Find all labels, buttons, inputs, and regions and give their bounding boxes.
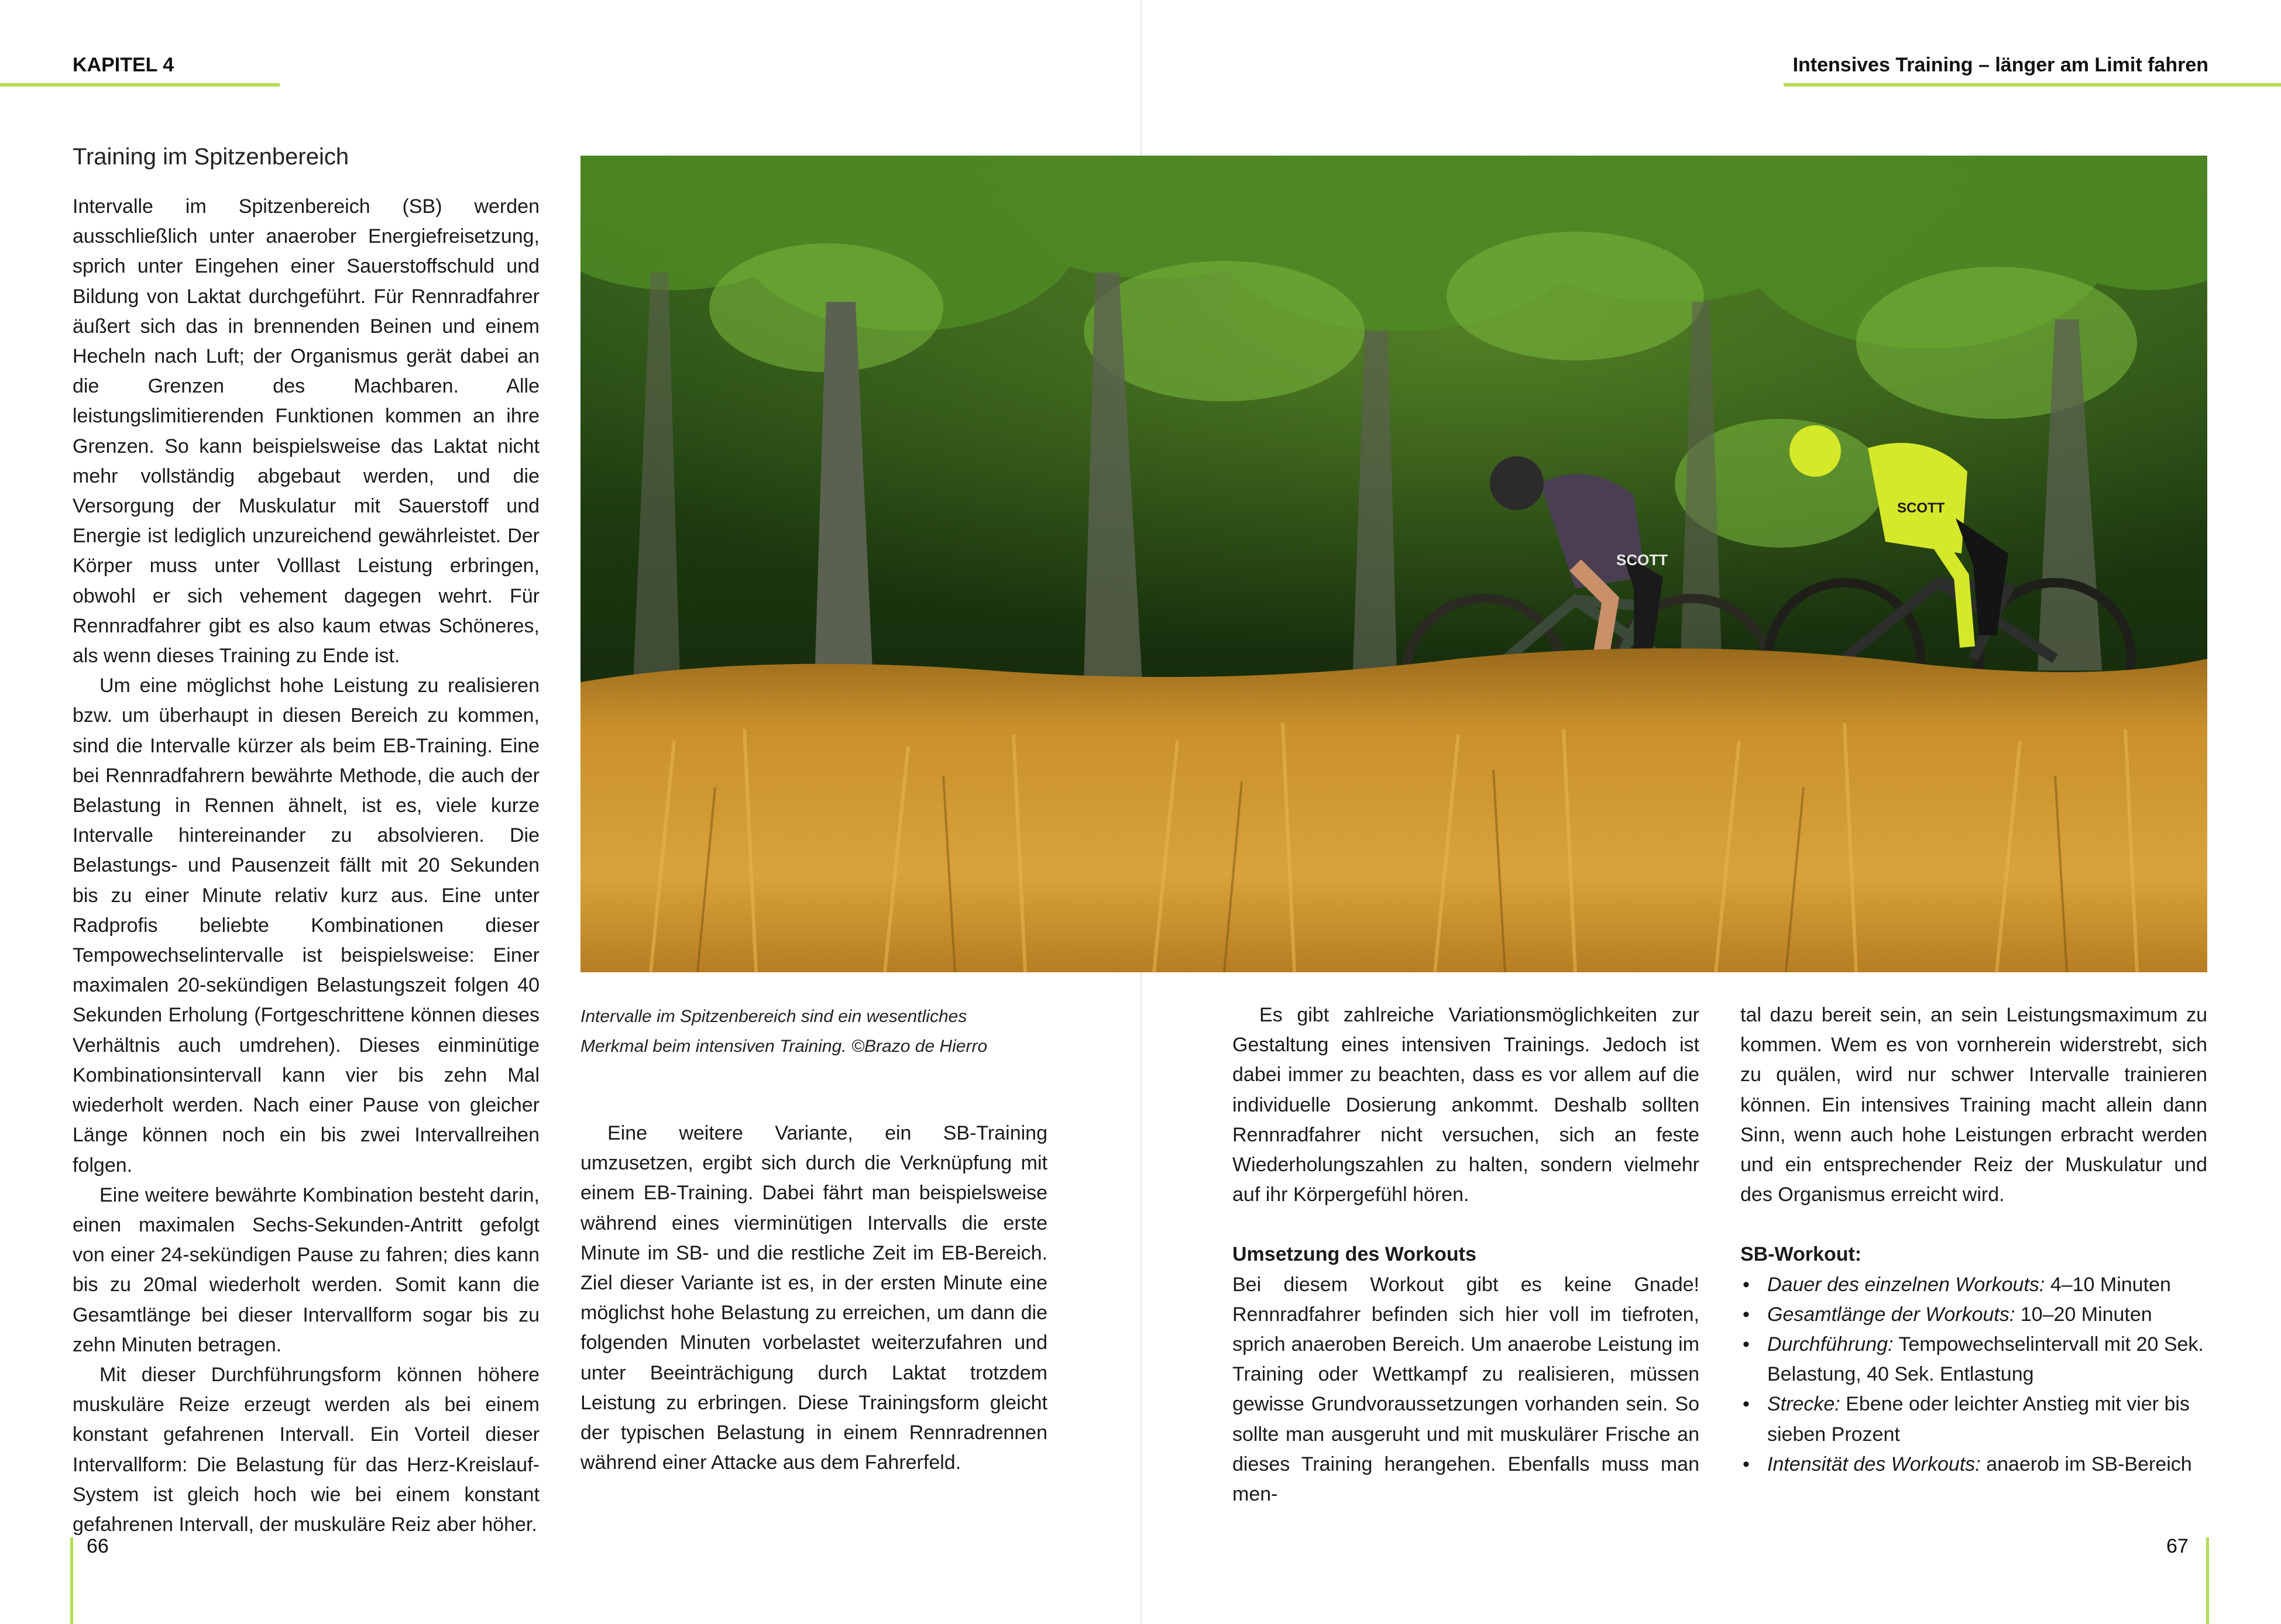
paragraph: tal dazu bereit sein, an sein Leistungsmaximum zu kommen. Wem es von vornherein widerstrebt, sich zu quälen, wird nur schwer Intervalle trainieren können. Ein intensives Training macht allein dann Sinn, wenn auch hohe Leistungen erbracht werden und ein entsprechender Reiz der Muskulatur und des Organismus erreicht wird. [1740,1004,2207,1206]
header-rule-right [1784,83,2281,87]
text-column-3 [1232,1000,1699,1509]
list-item [1740,1389,2207,1449]
spacer [1740,1210,2207,1240]
spacer [1232,1210,1699,1240]
jersey-logo: SCOTT [1897,500,1945,516]
paragraph: Eine weitere Variante, ein SB-Training umzusetzen, ergibt sich durch die Verknüpfung mit einem EB-Training. Dabei fährt man beispielsweise während eines vierminütigen Intervalls die erste Minute im SB- und die restliche Zeit im EB-Bereich. Ziel dieser Variante ist es, in der ersten Minute eine möglichst hohe Belastung zu erreichen, um dann die folgenden Minuten vorbelastet weiterzufahren und unter Beeinträchigung durch Laktat trotzdem Leistung zu erbringen. Diese Trainingsform gleicht der typischen Belastung in einem Rennradrennen während einer Attacke aus dem Fahrerfeld. [580,1122,1047,1474]
footer-rule-left [70,1537,73,1624]
list-item-value: 10–20 Minuten [2020,1303,2152,1326]
paragraph: Bei diesem Workout gibt es keine Gnade! Rennradfahrer befinden sich hier voll im tiefroten, sprich anaeroben Bereich. Um anaerobe Leistung im Training oder Wettkampf zu realisieren, müssen gewisse Grundvoraussetzungen vorhanden sein. So sollte man ausgeruht und mit muskulärer Frische an dieses Training herangehen. Ebenfalls muss man men- [1232,1273,1699,1506]
list-item [1740,1330,2207,1389]
paragraph: Mit dieser Durchführungsform können höhere muskuläre Reize erzeugt werden als bei einem konstant gefahrenen Intervall. Ein Vorteil dieser Intervallform: Die Belastung für das Herz-Kreislauf-System ist gleich hoch wie bei einem konstant gefahrenen Intervall, der muskuläre Reiz aber höher. [73,1363,540,1536]
subheading: SB-Workout: [1740,1243,1862,1266]
list-item-value: Ebene oder leichter Anstieg mit vier bis sieben Prozent [1767,1393,2190,1446]
list-item [1740,1270,2207,1300]
list-item-label: Strecke: [1767,1393,1840,1416]
workout-list [1740,1270,2207,1480]
subheading: Umsetzung des Workouts [1232,1243,1476,1266]
list-item-value: Tempowechselintervall mit 20 Sek. Belastung, 40 Sek. Entlastung [1767,1333,2204,1386]
photo-caption: Intervalle im Spitzenbereich sind ein wesentliches Merkmal beim intensiven Training. ©Brazo de Hierro [580,1007,988,1056]
paragraph: Es gibt zahlreiche Variationsmöglichkeiten zur Gestaltung eines intensiven Trainings. Jedoch ist dabei immer zu beachten, dass es vor allem auf die individuelle Dosierung ankommt. Deshalb sollten Rennradfahrer nicht versuchen, sich an feste Wiederholungszahlen zu halten, sondern vielmehr auf ihr Körpergefühl hören. [1232,1004,1699,1206]
header-rule-left [0,83,280,87]
page-number-right: 67 [2166,1535,2189,1557]
paragraph: Eine weitere bewährte Kombination besteht darin, einen maximalen Sechs-Sekunden-Antritt gefolgt von einer 24-sekündigen Pause zu fahren; dies kann bis zu 20mal wiederholt werden. Somit kann die Gesamtlänge bei dieser Intervallform sogar bis zu zehn Minuten betragen. [73,1183,540,1356]
footer-rule-right [2206,1537,2209,1624]
page-number-left: 66 [87,1535,109,1557]
section-title: Training im Spitzenbereich [73,144,349,170]
text-column-4 [1740,1000,2207,1480]
list-item-value: anaerob im SB-Bereich [1986,1453,2192,1475]
list-item [1740,1300,2207,1330]
list-item-value: 4–10 Minuten [2050,1273,2171,1296]
cyclists-photo [580,156,2207,972]
paragraph: Um eine möglichst hohe Leistung zu realisieren bzw. um überhaupt in diesen Bereich zu kommen, sind die Intervalle kürzer als beim EB-Training. Eine bei Rennradfahrern bewährte Methode, die auch der Belastung in Rennen ähnelt, ist es, viele kurze Intervalle hintereinander zu absolvieren. Die Belastungs- und Pausenzeit fällt mit 20 Sekunden bis zu einer Minute relativ kurz aus. Eine unter Radprofis beliebte Kombinationen dieser Tempowechselintervalle ist beispielsweise: Einer maximalen 20-sekündigen Belastungszeit folgen 40 Sekunden Erholung (Fortgeschrittene können dieses Verhältnis auch umdrehen). Dieses einminütige Kombinationsintervall kann vier bis zehn Mal wiederholt werden. Nach einer Pause von gleicher Länge können noch ein bis zwei Intervallreihen folgen. [73,675,540,1176]
text-column-1 [73,192,540,1540]
paragraph: Intervalle im Spitzenbereich (SB) werden ausschließlich unter anaerober Energiefreisetzung, sprich unter Eingehen einer Sauerstoffschuld und Bildung von Laktat durchgeführt. Für Rennradfahrer äußert sich das in brennenden Beinen und einem Hecheln nach Luft; der Organismus gerät dabei an die Grenzen des Machbaren. Alle leistungslimitierenden Funktionen kommen an ihre Grenzen. So kann beispielsweise das Laktat nicht mehr vollständig abgebaut werden, und die Versorgung der Muskulatur mit Sauerstoff und Energie ist lediglich unzureichend gewährleistet. Der Körper muss unter Volllast Leistung erbringen, obwohl er sich vehement dagegen wehrt. Für Rennradfahrer gibt es also kaum etwas Schöneres, als wenn dieses Training zu Ende ist. [73,195,540,668]
list-item-label: Durchführung: [1767,1333,1894,1356]
jersey-logo: SCOTT [1616,551,1668,569]
chapter-label: KAPITEL 4 [73,54,174,76]
list-item-label: Intensität des Workouts: [1767,1453,1981,1475]
list-item [1740,1450,2207,1480]
golden-grass [580,648,2207,972]
running-title: Intensives Training – länger am Limit fahren [1792,54,2208,76]
text-column-2 [580,1119,1047,1478]
list-item-label: Dauer des einzelnen Workouts: [1767,1273,2045,1296]
cyclists-photo-illustration [580,156,2207,972]
list-item-label: Gesamtlänge der Workouts: [1767,1303,2015,1326]
